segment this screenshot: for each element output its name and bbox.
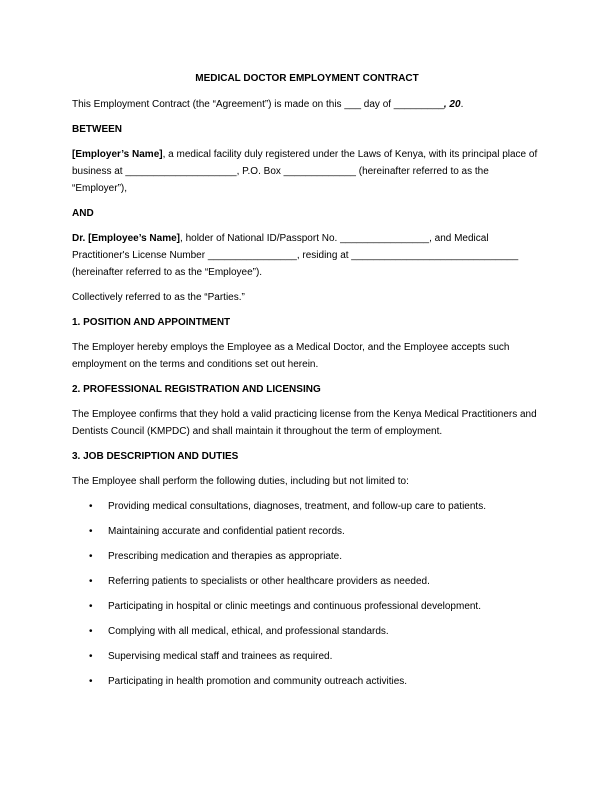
employer-paragraph <box>72 146 542 197</box>
duty-text: Supervising medical staff and trainees as required. <box>108 651 333 662</box>
bullet-icon: • <box>89 576 93 587</box>
bullet-icon: • <box>89 626 93 637</box>
intro-text: This Employment Contract (the “Agreement”) is made on this ___ day of _________ <box>72 99 444 110</box>
bullet-icon: • <box>89 676 93 687</box>
duty-text: Prescribing medication and therapies as appropriate. <box>108 551 343 562</box>
employer-text: , a medical facility duly registered under the Laws of Kenya, with its principal place of business at ____________________, P.O. Box _____________ (hereinafter referred to as the “Employer”), <box>72 149 538 194</box>
employee-name: Dr. [Employee’s Name] <box>72 233 181 244</box>
section-2-body: The Employee confirms that they hold a valid practicing license from the Kenya Medical Practitioners and Dentists Council (KMPDC) and shall maintain it throughout the term of employment. <box>72 409 537 437</box>
bullet-icon: • <box>89 526 93 537</box>
list-item <box>72 598 542 615</box>
list-item <box>72 648 542 665</box>
duty-text: Participating in health promotion and community outreach activities. <box>108 676 408 687</box>
duty-text: Maintaining accurate and confidential patient records. <box>108 526 345 537</box>
section-3-body: The Employee shall perform the following duties, including but not limited to: <box>72 476 409 487</box>
list-item <box>72 623 542 640</box>
duty-text: Referring patients to specialists or other healthcare providers as needed. <box>108 576 430 587</box>
duty-text: Providing medical consultations, diagnoses, treatment, and follow-up care to patients. <box>108 501 486 512</box>
section-3-heading: 3. JOB DESCRIPTION AND DUTIES <box>72 451 239 462</box>
duty-text: Complying with all medical, ethical, and professional standards. <box>108 626 389 637</box>
parties-paragraph: Collectively referred to as the “Parties.” <box>72 292 245 303</box>
list-item <box>72 523 542 540</box>
intro-end: . <box>460 99 464 110</box>
bullet-icon: • <box>89 551 93 562</box>
section-1-heading: 1. POSITION AND APPOINTMENT <box>72 317 231 328</box>
list-item <box>72 573 542 590</box>
employee-paragraph <box>72 230 542 281</box>
between-heading: BETWEEN <box>72 124 122 135</box>
employee-text: , holder of National ID/Passport No. ________________, and Medical Practitioner's License Number ________________, residing at ______________________________ (hereinafter referred to as the “Employee”). <box>72 233 519 278</box>
duty-text: Participating in hospital or clinic meetings and continuous professional development. <box>108 601 481 612</box>
bullet-icon: • <box>89 601 93 612</box>
intro-year: , 20 <box>443 99 461 110</box>
employer-name: [Employer’s Name] <box>72 149 163 160</box>
and-heading: AND <box>72 208 94 219</box>
document-page <box>72 70 542 698</box>
list-item <box>72 548 542 565</box>
bullet-icon: • <box>89 501 93 512</box>
list-item <box>72 673 542 690</box>
intro-paragraph <box>72 96 542 113</box>
section-2-heading: 2. PROFESSIONAL REGISTRATION AND LICENSING <box>72 384 321 395</box>
duties-list <box>72 498 542 690</box>
list-item <box>72 498 542 515</box>
bullet-icon: • <box>89 651 93 662</box>
document-title: MEDICAL DOCTOR EMPLOYMENT CONTRACT <box>195 73 419 84</box>
section-1-body: The Employer hereby employs the Employee as a Medical Doctor, and the Employee accepts such employment on the terms and conditions set out herein. <box>72 342 510 370</box>
